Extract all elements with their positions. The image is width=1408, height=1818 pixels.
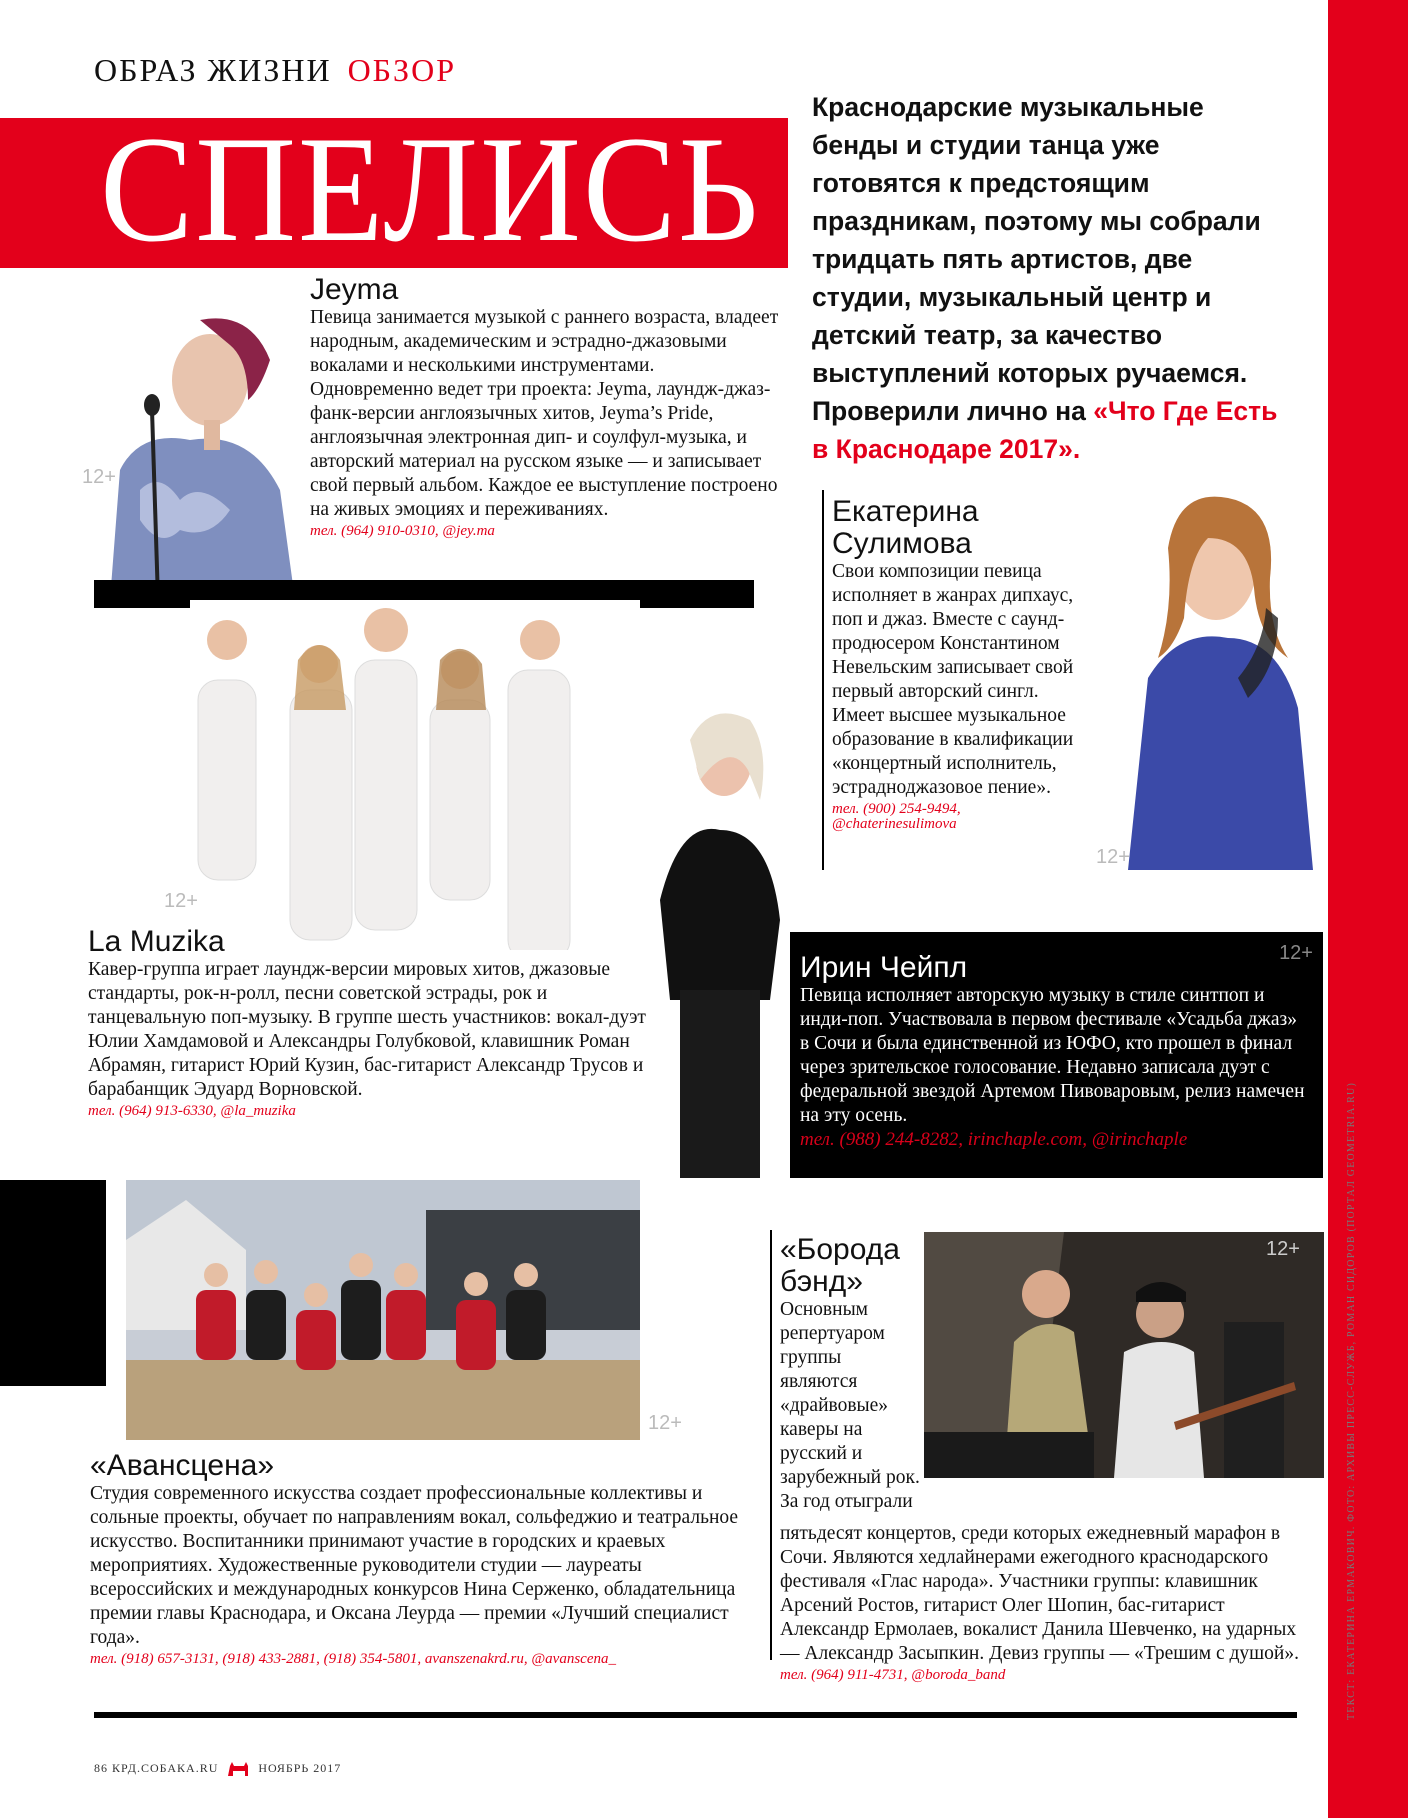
irin-age-rating: 12+ bbox=[1279, 942, 1313, 964]
irin-article bbox=[790, 932, 1323, 1178]
sulimova-photo bbox=[1088, 478, 1324, 870]
jeyma-age-rating: 12+ bbox=[82, 466, 116, 488]
jeyma-article bbox=[310, 274, 780, 540]
section-prefix: ОБРАЗ ЖИЗНИ bbox=[94, 52, 332, 88]
section-suffix: ОБЗОР bbox=[347, 52, 456, 88]
avanscena-article bbox=[90, 1450, 750, 1668]
sulimova-age-rating: 12+ bbox=[1096, 846, 1130, 868]
boroda-name-line2: бэнд» bbox=[780, 1265, 863, 1298]
lamuzika-article bbox=[88, 926, 648, 1120]
irin-photo bbox=[640, 700, 790, 1178]
lamuzika-contact: тел. (964) 913-6330, @la_muzika bbox=[88, 1103, 296, 1119]
boroda-age-rating: 12+ bbox=[1266, 1238, 1300, 1260]
section-header bbox=[94, 52, 456, 89]
irin-body: Певица исполняет авторскую музыку в стиле синтпоп и инди-поп. Участвовала в первом фестивале «Усадьба джаз» в Сочи и была единственной из ЮФО, кто прошел в финал через зрительское голосование. Недавно записала дуэт с федеральной звездой Артемом Пивоваровым, релиз намечен на эту осень. bbox=[800, 985, 1305, 1126]
footer-rule bbox=[94, 1712, 1297, 1718]
right-accent-bar bbox=[1328, 0, 1408, 1818]
boroda-body-narrow: Основным репертуаром группы являются «драйвовые» каверы на русский и зарубежный рок. За год отыграли bbox=[780, 1299, 920, 1512]
boroda-rule bbox=[770, 1230, 772, 1660]
lead-highlight: «Что Где Есть в Краснодаре 2017». bbox=[812, 396, 1278, 464]
jeyma-photo bbox=[80, 300, 300, 600]
boroda-photo bbox=[924, 1232, 1324, 1478]
avanscena-age-rating: 12+ bbox=[648, 1412, 682, 1434]
lamuzika-age-rating: 12+ bbox=[164, 890, 198, 912]
sulimova-body: Свои композиции певица исполняет в жанрах дипхаус, поп и джаз. Вместе с саунд-продюсером Константином Невельским записывает свой первый авторский сингл. Имеет высшее музыкальное образование в квалификации «концертный исполнитель, эстрадноджазовое пение». bbox=[832, 561, 1074, 798]
boroda-article-body bbox=[780, 1522, 1300, 1684]
photo-credit: ТЕКСТ: ЕКАТЕРИНА ЕРМАКОВИЧ. ФОТО: АРХИВЫ ПРЕСС-СЛУЖБ, РОМАН СИДОРОВ (ПОРТАЛ GEOMETRIA.RU) bbox=[1346, 1082, 1357, 1720]
boroda-body-wide: пятьдесят концертов, среди которых ежедневный марафон в Сочи. Являются хедлайнерами ежегодного краснодарского фестиваля «Глас народа». Участники группы: клавишник Арсений Ростов, гитарист Олег Шопин, бас-гитарист Александр Ермолаев, вокалист Данила Шевченко, на ударных — Александр Засыпкин. Девиз группы — «Трешим с душой». bbox=[780, 1523, 1299, 1664]
issue-date: НОЯБРЬ 2017 bbox=[258, 1760, 342, 1775]
boroda-contact: тел. (964) 911-4731, @boroda_band bbox=[780, 1667, 1006, 1683]
sulimova-name-line1: Екатерина bbox=[832, 495, 979, 528]
avanscena-name: «Авансцена» bbox=[90, 1449, 275, 1482]
site-name: КРД.СОБАКА.RU bbox=[112, 1760, 219, 1775]
irin-name: Ирин Чейпл bbox=[800, 951, 968, 984]
avanscena-body: Студия современного искусства создает профессиональные коллективы и сольные проекты, обучает по направлениям вокал, сольфеджио и театральное искусство. Воспитанники принимают участие в городских и краевых мероприятиях. Художественные руководители студии — лауреаты всероссийских и международных конкурсов Нина Серженко, обладательница премии главы Краснодара, и Оксана Леурда — премии «Лучший специалист года». bbox=[90, 1483, 739, 1648]
boroda-name-line1: «Борода bbox=[780, 1233, 900, 1266]
lamuzika-photo bbox=[190, 600, 640, 950]
page-number: 86 bbox=[94, 1760, 108, 1775]
footer bbox=[94, 1760, 341, 1778]
avanscena-photo bbox=[126, 1180, 640, 1440]
jeyma-contact: тел. (964) 910-0310, @jey.ma bbox=[310, 523, 495, 539]
lead-text: Краснодарские музыкальные бенды и студии танца уже готовятся к предстоящим праздникам, поэтому мы собрали тридцать пять артистов, две студии, музыкальный центр и детский театр, за качество выступлений которых ручаемся. Проверили лично на bbox=[812, 92, 1261, 426]
jeyma-name: Jeyma bbox=[310, 273, 399, 306]
sulimova-name-line2: Сулимова bbox=[832, 527, 972, 560]
page-title: СПЕЛИСЬ bbox=[100, 105, 761, 273]
lead-paragraph bbox=[812, 88, 1280, 468]
sulimova-article bbox=[832, 496, 1102, 833]
avanscena-contact: тел. (918) 657-3131, (918) 433-2881, (918) 354-5801, avanszenakrd.ru, @avanscena_ bbox=[90, 1651, 616, 1667]
sulimova-rule bbox=[822, 490, 824, 870]
left-black-bar bbox=[0, 1180, 106, 1386]
irin-contact: тел. (988) 244-8282, irinchaple.com, @irinchaple bbox=[800, 1129, 1188, 1150]
sulimova-contact-line2: @chaterinesulimova bbox=[832, 816, 957, 832]
lamuzika-body: Кавер-группа играет лаундж-версии мировых хитов, джазовые стандарты, рок-н-ролл, песни советской эстрады, рок и танцевальную поп-музыку. В группе шесть участников: вокал-дуэт Юлии Хамдамовой и Александры Голубковой, клавишник Роман Абрамян, гитарист Юрий Кузин, бас-гитарист Александр Трусов и барабанщик Эдуард Ворновской. bbox=[88, 959, 646, 1100]
sulimova-contact-line1: тел. (900) 254-9494, bbox=[832, 801, 961, 817]
boroda-article-head bbox=[780, 1234, 922, 1514]
dog-logo-icon bbox=[226, 1760, 250, 1778]
jeyma-body: Певица занимается музыкой с раннего возраста, владеет народным, академическим и эстрадно-джазовыми вокалами и несколькими инструментами. Одновременно ведет три проекта: Jeyma, лаундж-джаз-фанк-версии англоязычных хитов, Jeyma’s Pride, англоязычная электронная дип- и соулфул-музыка, и авторский материал на русском языке — и записывает свой первый альбом. Каждое ее выступление построено на живых эмоциях и переживаниях. bbox=[310, 307, 779, 520]
lamuzika-name: La Muzika bbox=[88, 925, 225, 958]
